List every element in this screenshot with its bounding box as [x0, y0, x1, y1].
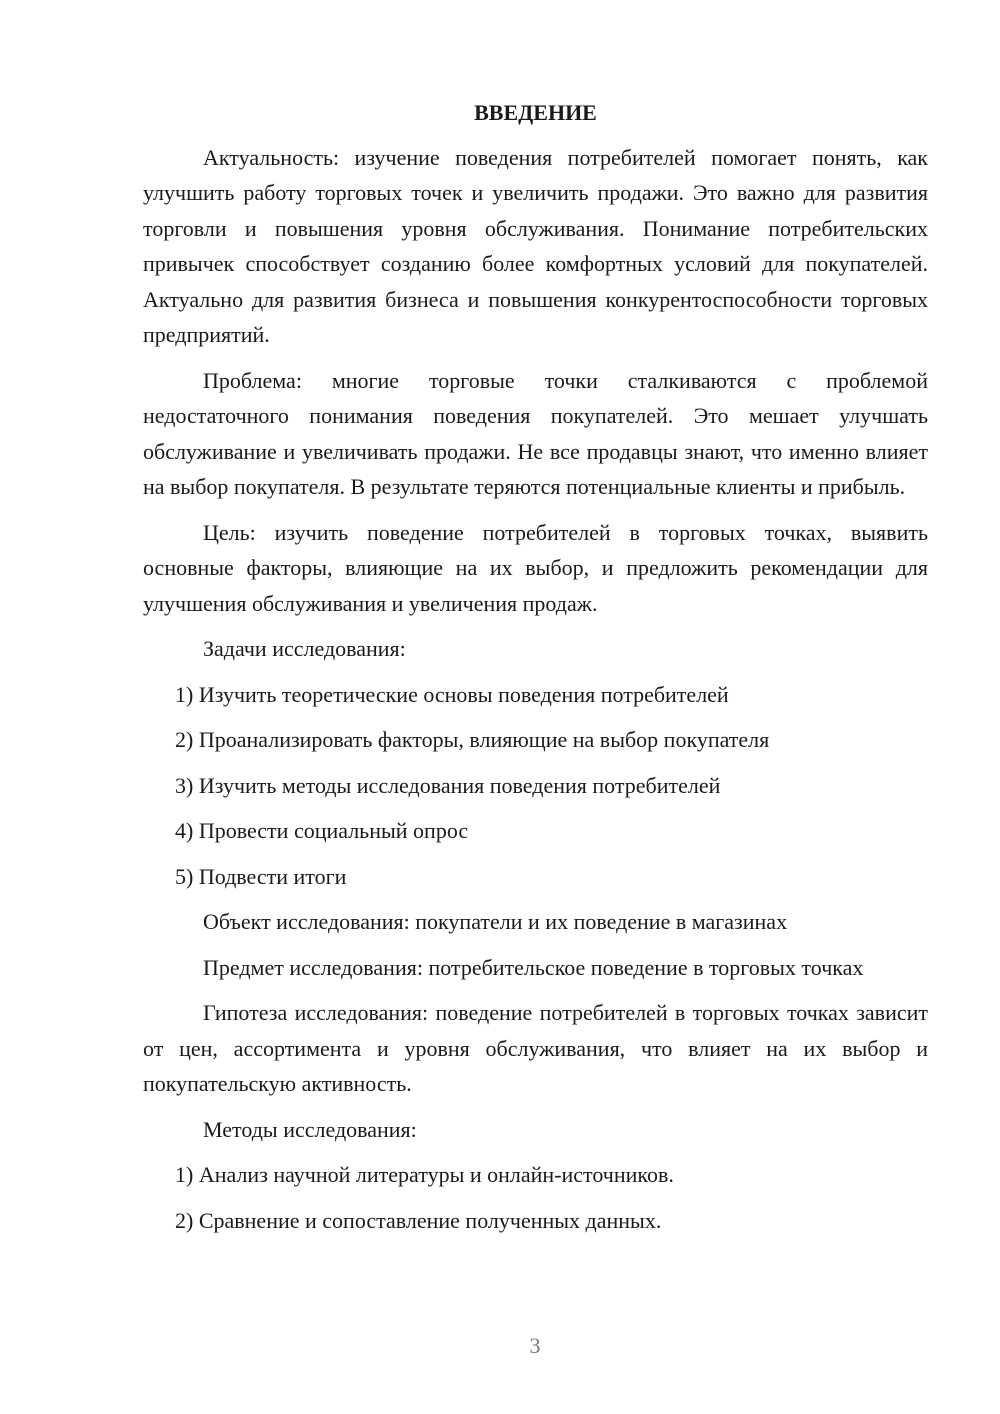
- list-item: 3) Изучить методы исследования поведения потребителей: [175, 772, 721, 798]
- problem-paragraph: Проблема: многие торговые точки сталкиваются с проблемой недостаточного понимания поведения покупателей. Это мешает улучшать обслуживание и увеличивать продажи. Не все продавцы знают, что именно влияет на выбор покупателя. В результате теряются потенциальные клиенты и прибыль.: [143, 367, 928, 499]
- tasks-list: [143, 677, 928, 895]
- goal-paragraph: Цель: изучить поведение потребителей в торговых точках, выявить основные факторы, влияющие на их выбор, и предложить рекомендации для улучшения обслуживания и увеличения продаж.: [143, 519, 928, 616]
- page-number: 3: [529, 1333, 541, 1358]
- list-item: 4) Провести социальный опрос: [175, 818, 469, 843]
- list-item: 2) Сравнение и сопоставление полученных данных.: [175, 1207, 662, 1233]
- section-heading: ВВЕДЕНИЕ: [474, 100, 597, 125]
- object-paragraph: Объект исследования: покупатели и их поведение в магазинах: [203, 909, 788, 934]
- page-content: [143, 95, 928, 1248]
- relevance-paragraph: Актуальность: изучение поведения потребителей помогает понять, как улучшить работу торговых точек и увеличить продажи. Это важно для развития торговли и повышения уровня обслуживания. Понимание потребительских привычек способствует созданию более комфортных условий для покупателей. Актуально для развития бизнеса и повышения конкурентоспособности торговых предприятий.: [143, 144, 928, 347]
- subject-paragraph: Предмет исследования: потребительское поведение в торговых точках: [203, 954, 864, 980]
- list-item: 2) Проанализировать факторы, влияющие на выбор покупателя: [175, 727, 770, 752]
- list-item: 5) Подвести итоги: [175, 863, 347, 889]
- methods-list: [143, 1157, 928, 1238]
- tasks-title: Задачи исследования:: [203, 636, 406, 661]
- methods-title: Методы исследования:: [203, 1116, 417, 1142]
- hypothesis-paragraph: Гипотеза исследования: поведение потребителей в торговых точках зависит от цен, ассортимента и уровня обслуживания, что влияет на их выбор и покупательскую активность.: [143, 1000, 928, 1096]
- list-item: 1) Изучить теоретические основы поведения потребителей: [175, 681, 729, 707]
- list-item: 1) Анализ научной литературы и онлайн-источников.: [175, 1162, 674, 1187]
